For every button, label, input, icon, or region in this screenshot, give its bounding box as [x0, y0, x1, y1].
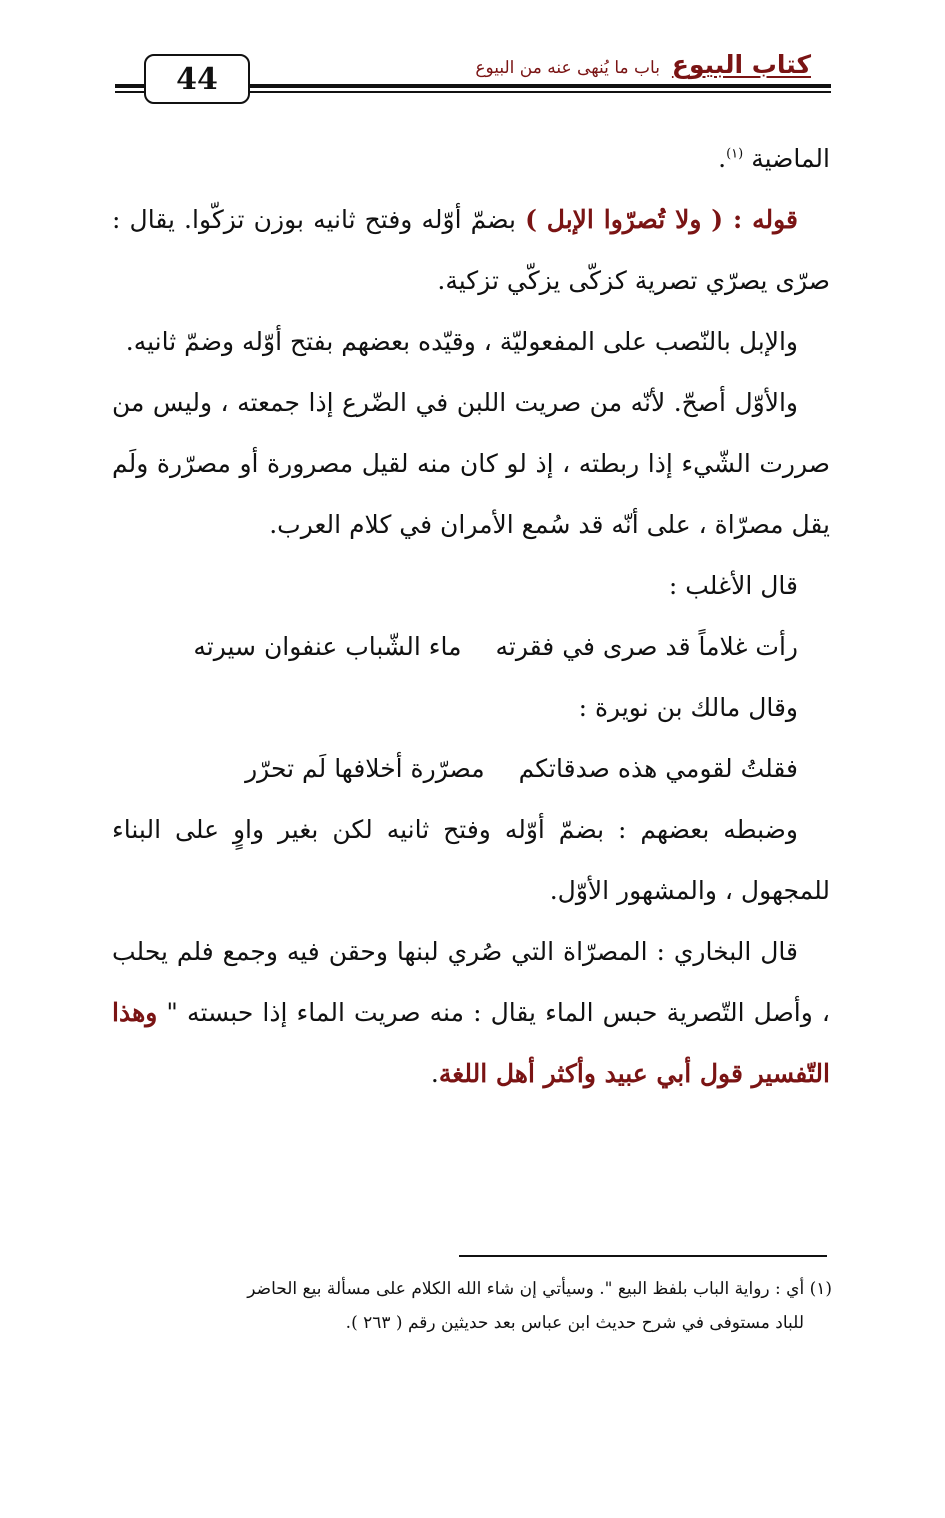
footnote-ref-1[interactable]: (١)	[726, 146, 744, 162]
page-number: 44	[144, 54, 250, 104]
poem-2-hemistich-1: فقلتُ لقومي هذه صدقاتكم	[518, 754, 798, 783]
poem-2-verse	[112, 738, 830, 799]
paragraph-1-text: الماضية	[751, 144, 830, 173]
paragraph-2-text: بضمّ أوّله وفتح ثانيه بوزن تزكّوا. يقال : صرّى يصرّي تصرية كزكّى يزكّي تزكية.	[112, 205, 830, 295]
poem-1-hemistich-2: ماء الشّباب عنفوان سيرته	[193, 632, 462, 661]
footnote-1-line-2: للباد مستوفى في شرح حديث ابن عباس بعد حديثين رقم ( ٢٦٣ ).	[345, 1313, 804, 1333]
chapter-title: باب ما يُنهى عنه من البيوع	[475, 58, 660, 78]
footnote-1-line-1: (١) أي : رواية الباب بلفظ البيع ". وسيأتي إن شاء الله الكلام على مسألة بيع الحاضر	[247, 1279, 832, 1299]
poem-2-hemistich-2: مصرّرة أخلافها لَم تحرّر	[245, 754, 485, 783]
footnotes	[112, 1272, 832, 1340]
paragraph-1-end: .	[718, 144, 727, 173]
paragraph-3: والإبل بالنّصب على المفعوليّة ، وقيّده بعضهم بفتح أوّله وضمّ ثانيه.	[125, 327, 798, 356]
paragraph-2	[112, 189, 830, 311]
paragraph-6	[112, 921, 830, 1104]
main-text	[112, 128, 830, 1104]
poem-1-intro: قال الأغلب :	[668, 571, 798, 600]
poem-1-hemistich-1: رأت غلاماً قد صرى في فقرته	[495, 632, 798, 661]
page-header	[115, 50, 831, 106]
footnote-separator	[459, 1255, 827, 1257]
poem-1-verse	[112, 616, 830, 677]
paragraph-1	[112, 128, 830, 189]
highlighted-quote: وهذا التّفسير قول أبي عبيد وأكثر أهل اللغة	[112, 998, 830, 1088]
poem-2-intro: وقال مالك بن نويرة :	[578, 693, 798, 722]
paragraph-5: وضبطه بعضهم : بضمّ أوّله وفتح ثانيه لكن بغير واوٍ على البناء للمجهول ، والمشهور الأوّل.	[112, 815, 830, 905]
paragraph-6-end: .	[430, 1059, 439, 1088]
paragraph-4: والأوّل أصحّ. لأنّه من صريت اللبن في الضّرع إذا جمعته ، وليس من صررت الشّيء إذا ربطته ، إذ لو كان منه لقيل مصرورة أو مصرّرة ولَم يقل مصرّاة ، على أنّه قد سُمع الأمران في كلام العرب.	[112, 388, 830, 539]
header-titles	[475, 50, 811, 79]
quoted-lemma: قوله : ( ولا تُصرّوا الإبل )	[525, 205, 798, 234]
paragraph-6-text: قال البخاري : المصرّاة التي صُري لبنها وحقن فيه وجمع فلم يحلب ، وأصل التّصرية حبس الماء يقال : منه صريت الماء إذا حبسته "	[112, 937, 830, 1027]
book-title: كتاب البيوع	[671, 50, 811, 79]
